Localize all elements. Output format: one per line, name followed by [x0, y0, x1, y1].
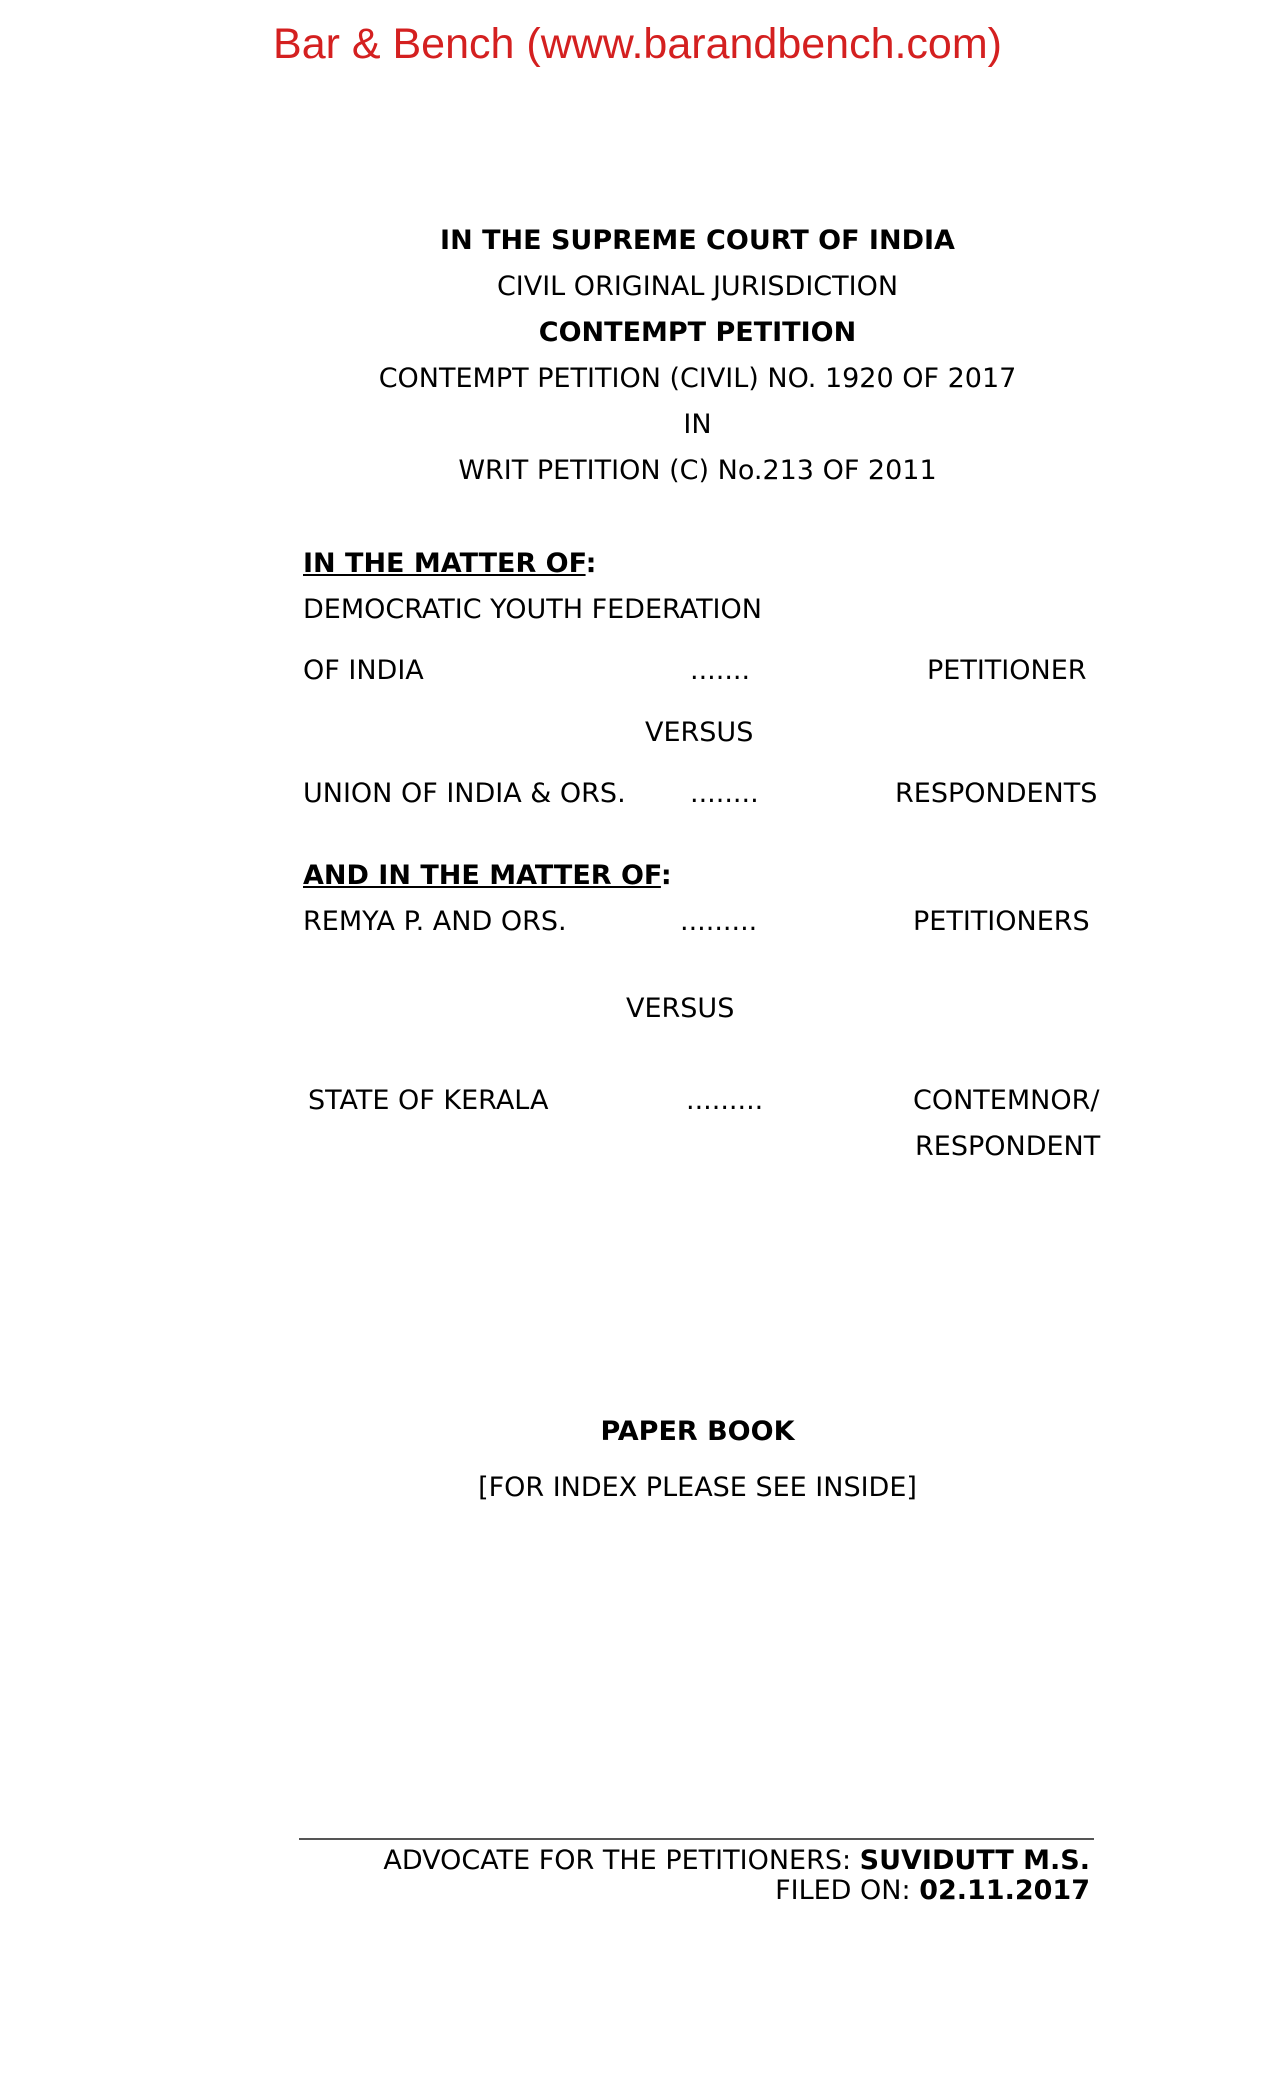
jurisdiction: CIVIL ORIGINAL JURISDICTION	[496, 271, 899, 302]
matter2-respondent-dots: .........	[686, 1085, 764, 1116]
filed-label: FILED ON:	[775, 1875, 920, 1906]
petition-type: CONTEMPT PETITION	[538, 317, 857, 348]
matter1-colon: :	[585, 548, 597, 579]
advocate-name: SUVIDUTT M.S.	[859, 1845, 1090, 1876]
matter1-respondent-role: RESPONDENTS	[895, 778, 1098, 809]
matter2-colon: :	[660, 860, 672, 891]
matter2-petitioner-dots: .........	[680, 906, 758, 937]
in-label: IN	[683, 409, 712, 440]
matter1-petitioner-dots: .......	[690, 655, 751, 686]
matter2-versus: VERSUS	[626, 993, 735, 1024]
filed-date: 02.11.2017	[919, 1875, 1090, 1906]
matter2-petitioner: REMYA P. AND ORS.	[303, 906, 567, 937]
matter2-heading: AND IN THE MATTER OF	[303, 860, 661, 891]
writ-petition-number: WRIT PETITION (C) No.213 OF 2011	[458, 455, 937, 486]
footer-divider	[299, 1838, 1094, 1840]
matter1-petitioner-role: PETITIONER	[927, 655, 1087, 686]
matter1-versus: VERSUS	[645, 717, 754, 748]
matter2-petitioner-role: PETITIONERS	[913, 906, 1090, 937]
matter1-respondent: UNION OF INDIA & ORS.	[303, 778, 626, 809]
matter1-respondent-dots: ........	[690, 778, 759, 809]
filed-line	[299, 1875, 1090, 1906]
matter1-heading: IN THE MATTER OF	[303, 548, 586, 579]
matter2-respondent: STATE OF KERALA	[308, 1085, 549, 1116]
court-name: IN THE SUPREME COURT OF INDIA	[440, 225, 955, 256]
matter1-petitioner-line2: OF INDIA	[303, 655, 424, 686]
petition-number: CONTEMPT PETITION (CIVIL) NO. 1920 OF 2017	[378, 363, 1017, 394]
matter1-petitioner-line1: DEMOCRATIC YOUTH FEDERATION	[303, 594, 762, 625]
advocate-line	[299, 1845, 1090, 1876]
watermark: Bar & Bench (www.barandbench.com)	[273, 20, 1002, 68]
advocate-label: ADVOCATE FOR THE PETITIONERS:	[383, 1845, 860, 1876]
matter2-respondent-role-line2: RESPONDENT	[915, 1131, 1101, 1162]
matter1-heading-line	[303, 548, 596, 579]
matter2-heading-line	[303, 860, 672, 891]
paper-book-title: PAPER BOOK	[600, 1416, 795, 1447]
paper-book-note: [FOR INDEX PLEASE SEE INSIDE]	[478, 1472, 917, 1503]
matter2-respondent-role-line1: CONTEMNOR/	[913, 1085, 1100, 1116]
